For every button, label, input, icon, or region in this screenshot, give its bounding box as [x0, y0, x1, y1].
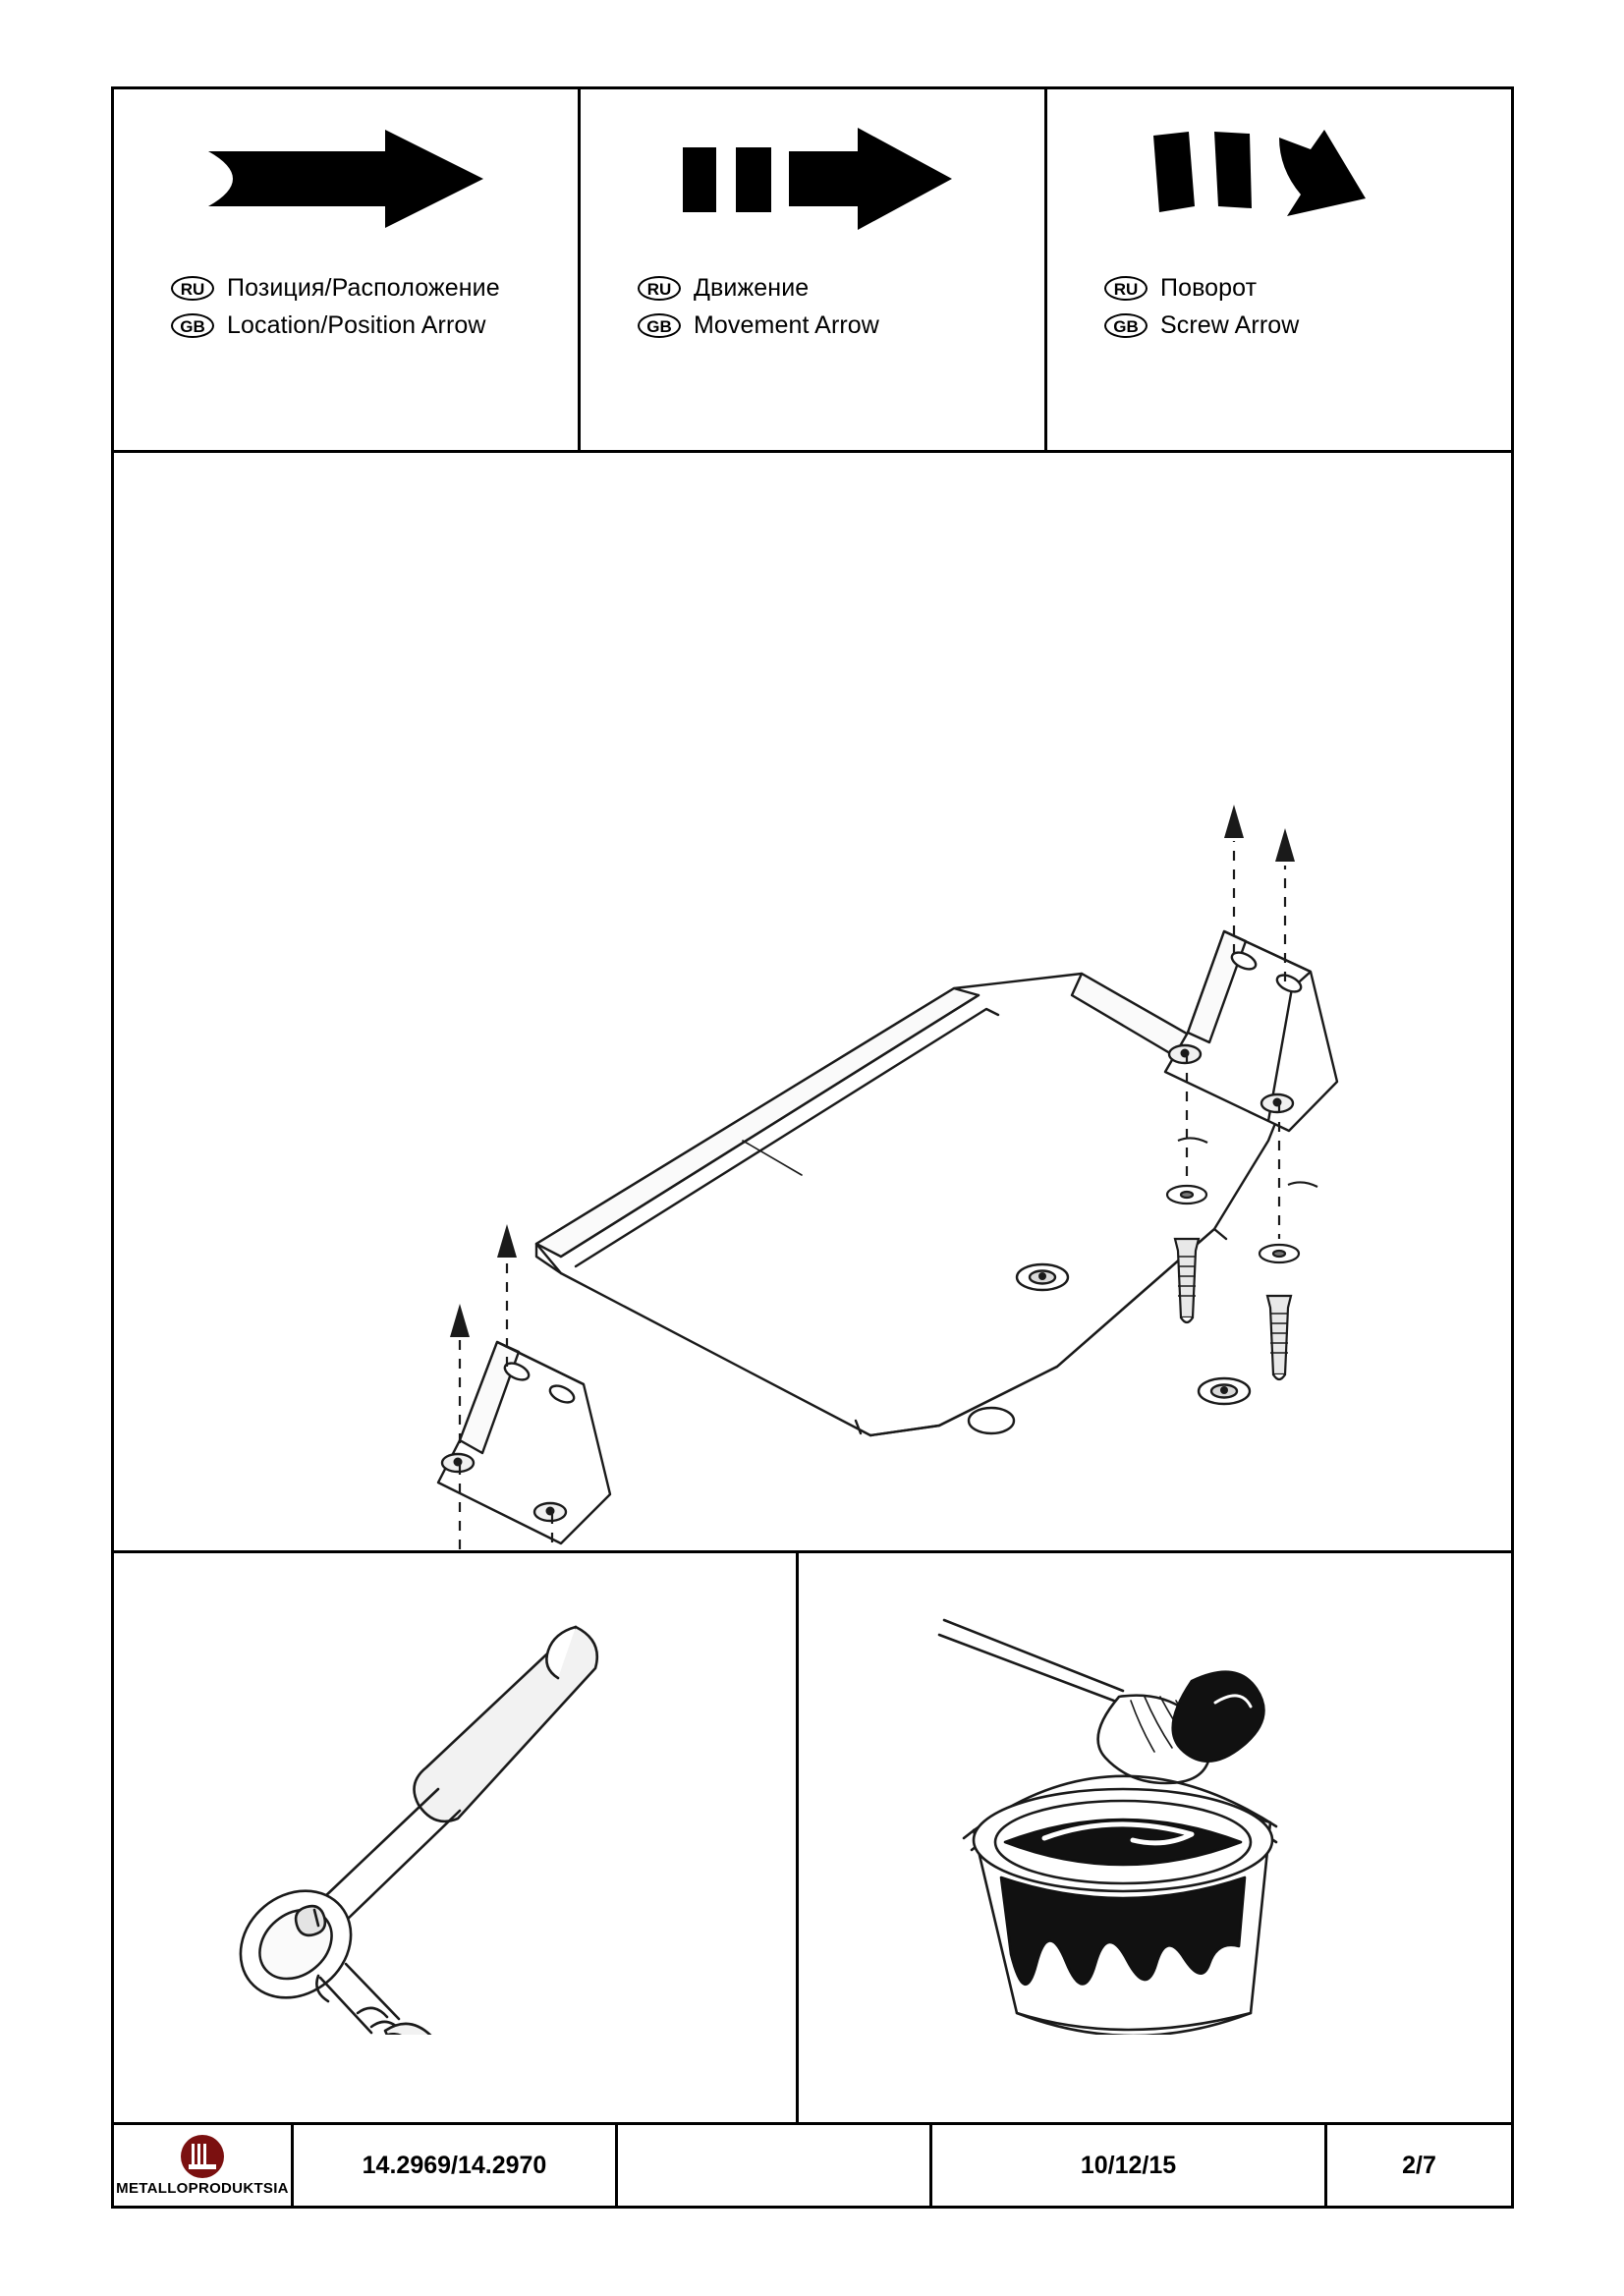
legend-line-gb [171, 308, 578, 342]
legend-cell-location [114, 89, 578, 450]
screw-arrow-icon [1047, 89, 1511, 271]
legend-labels-location [114, 271, 578, 342]
legend-gb-text: Screw Arrow [1160, 310, 1300, 339]
legend-ru-text: Поворот [1160, 273, 1258, 302]
metalloproduktsia-logo-icon [181, 2135, 224, 2178]
legend-line-gb [1104, 308, 1511, 342]
legend-gb-text: Location/Position Arrow [227, 310, 486, 339]
location-position-arrow-icon [114, 89, 578, 271]
footer-blank-cell [615, 2125, 929, 2206]
page-number: 2/7 [1324, 2125, 1511, 2206]
gb-badge: GB [638, 313, 681, 338]
gb-badge: GB [1104, 313, 1148, 338]
ru-badge: RU [1104, 276, 1148, 301]
legend-ru-text: Позиция/Расположение [227, 273, 500, 302]
legend-ru-text: Движение [694, 273, 810, 302]
ratchet-wrench-illustration [114, 1553, 799, 2122]
document-date: 10/12/15 [929, 2125, 1324, 2206]
product-code: 14.2969/14.2970 [291, 2125, 615, 2206]
legend-cell-movement [578, 89, 1044, 450]
tools-row [114, 1553, 1511, 2125]
skid-plate-assembly-diagram [114, 453, 1511, 1553]
legend-line-gb [638, 308, 1044, 342]
legend-gb-text: Movement Arrow [694, 310, 879, 339]
legend-cell-screw [1044, 89, 1511, 450]
legend-row [114, 89, 1511, 453]
ru-badge: RU [171, 276, 214, 301]
paint-can-and-brush-illustration [799, 1553, 1511, 2122]
legend-line-ru [171, 271, 578, 305]
ru-badge: RU [638, 276, 681, 301]
gb-badge: GB [171, 313, 214, 338]
movement-arrow-icon [581, 89, 1044, 271]
legend-labels-screw [1047, 271, 1511, 342]
footer-title-block [114, 2125, 1511, 2206]
legend-line-ru [1104, 271, 1511, 305]
company-logo [114, 2125, 291, 2206]
legend-labels-movement [581, 271, 1044, 342]
legend-line-ru [638, 271, 1044, 305]
company-name: METALLOPRODUKTSIA [116, 2179, 289, 2197]
instruction-sheet [111, 86, 1514, 2209]
